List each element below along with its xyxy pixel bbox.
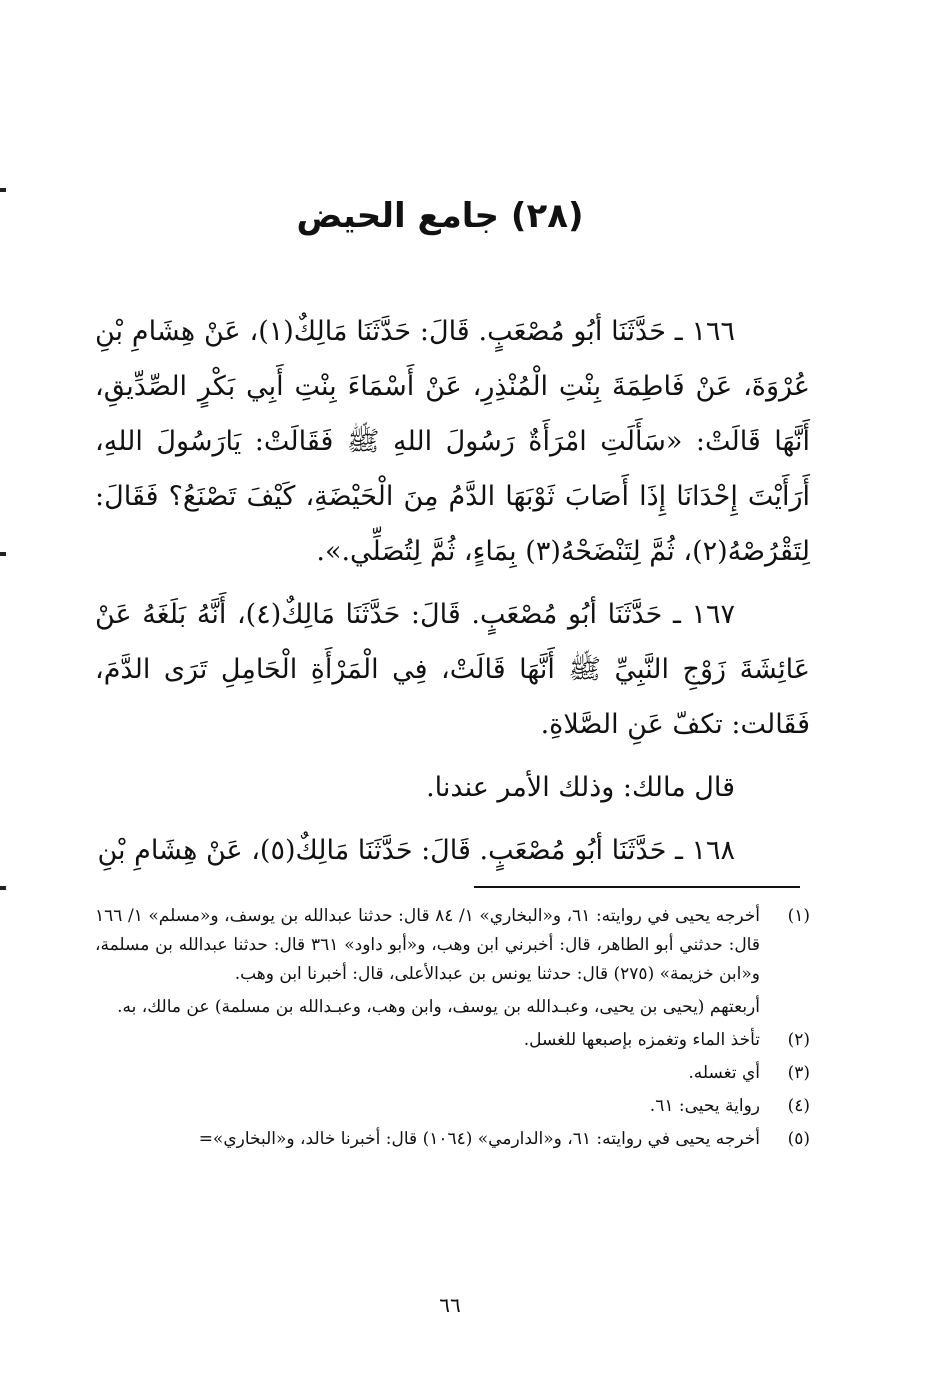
footnote-1: [95, 902, 810, 1022]
footnote-5: [95, 1125, 810, 1154]
footnote-body: [95, 902, 760, 1022]
footnote-text: رواية يحيى: ٦١.: [649, 1096, 760, 1116]
footnote-marker: (١): [787, 906, 810, 926]
chapter-title: (٢٨) جامع الحيض: [296, 196, 584, 236]
hadith-167: [95, 587, 810, 752]
footnote-text: أخرجه يحيى في روايته: ٦١، و«الدارمي» (١٠٦٤) قال: أخبرنا خالد، و«البخاري»=: [198, 1129, 760, 1149]
hadith-text: ـ حَدَّثَنَا أبُو مُصْعَبٍ. قَالَ: حَدَّثَنَا مَالِكٌ(١)، عَنْ هِشَامِ بْنِ عُرْوَةَ، عَنْ فَاطِمَةَ بِنْتِ الْمُنْذِرِ، عَنْ أَسْمَاءَ بِنْتِ أَبِي بَكْرٍ الصِّدِّيقِ، أَنَّهَا قَالَتْ: «سَأَلَتِ امْرَأَةٌ رَسُولَ اللهِ ﷺ فَقَالَتْ: يَارَسُولَ اللهِ، أَرَأَيْتَ إِحْدَانَا إِذَا أَصَابَ ثَوْبَهَا الدَّمُ مِنَ الْحَيْضَةِ، كَيْفَ تَصْنَعُ؟ فَقَالَ: لِتَقْرُصْهُ(٢)، ثُمَّ لِتَنْضَحْهُ(٣) بِمَاءٍ، ثُمَّ لِتُصَلِّي.».: [95, 316, 810, 567]
footnote-body: [95, 1026, 760, 1055]
footnote-2: [95, 1026, 810, 1055]
footnote-text: تأخذ الماء وتغمزه بإصبعها للغسل.: [523, 1030, 760, 1050]
footnote-body: [95, 1125, 760, 1154]
footnote-text: أربعتهم (يحيى بن يحيى، وعبـدالله بن يوسف، وابن وهب، وعبـدالله بن مسلمة) عن مالك، به.: [117, 997, 760, 1017]
margin-mark: [0, 552, 6, 556]
hadith-number: ١٦٦: [691, 316, 735, 347]
footnote-text: أخرجه يحيى في روايته: ٦١، و«البخاري» ١/ ٨٤ قال: حدثنا عبدالله بن يوسف، و«مسلم» ١/ ١٦٦ قال: حدثني أبو الطاهر، قال: أخبرني ابن وهب، و«أبو داود» ٣٦١ قال: حدثنا عبدالله بن مسلمة، و«ابن خزيمة» (٢٧٥) قال: حدثنا يونس بن عبدالأعلى، قال: أخبرنا ابن وهب.: [95, 906, 760, 984]
hadith-number: ١٦٨: [691, 835, 735, 866]
footnote-divider: [474, 886, 800, 888]
footnote-body: [95, 1092, 760, 1121]
hadith-166: [95, 304, 810, 579]
hadith-168: [95, 823, 810, 878]
hadith-number: ١٦٧: [691, 599, 736, 630]
footnote-marker: (٤): [787, 1096, 810, 1116]
footnote-4: [95, 1092, 810, 1121]
main-text: [95, 304, 810, 886]
hadith-text: ـ حَدَّثَنَا أبُو مُصْعَبٍ. قَالَ: حَدَّثَنَا مَالِكٌ(٥)، عَنْ هِشَامِ بْنِ: [97, 835, 683, 866]
page-number: ٦٦: [439, 1293, 461, 1317]
footnote-marker: (٢): [787, 1030, 810, 1050]
footnotes: [95, 902, 810, 1158]
footnote-marker: (٣): [787, 1063, 810, 1083]
hadith-text: ـ حَدَّثَنَا أبُو مُصْعَبٍ. قَالَ: حَدَّثَنَا مَالِكٌ(٤)، أَنَّهُ بَلَغَهُ عَنْ عَائِشَةَ زَوْجِ النَّبِيِّ ﷺ أَنَّهَا قَالَتْ، فِي الْمَرْأَةِ الْحَامِلِ تَرَى الدَّمَ، فَقَالت: تكفّ عَنِ الصَّلاةِ.: [95, 599, 810, 740]
footnote-marker: (٥): [787, 1129, 810, 1149]
footnote-text: أي تغسله.: [688, 1063, 760, 1083]
footnote-body: [95, 1059, 760, 1088]
malik-saying: قال مالك: وذلك الأمر عندنا.: [426, 772, 735, 803]
margin-mark: [0, 188, 6, 192]
margin-mark: [0, 886, 6, 890]
footnote-3: [95, 1059, 810, 1088]
